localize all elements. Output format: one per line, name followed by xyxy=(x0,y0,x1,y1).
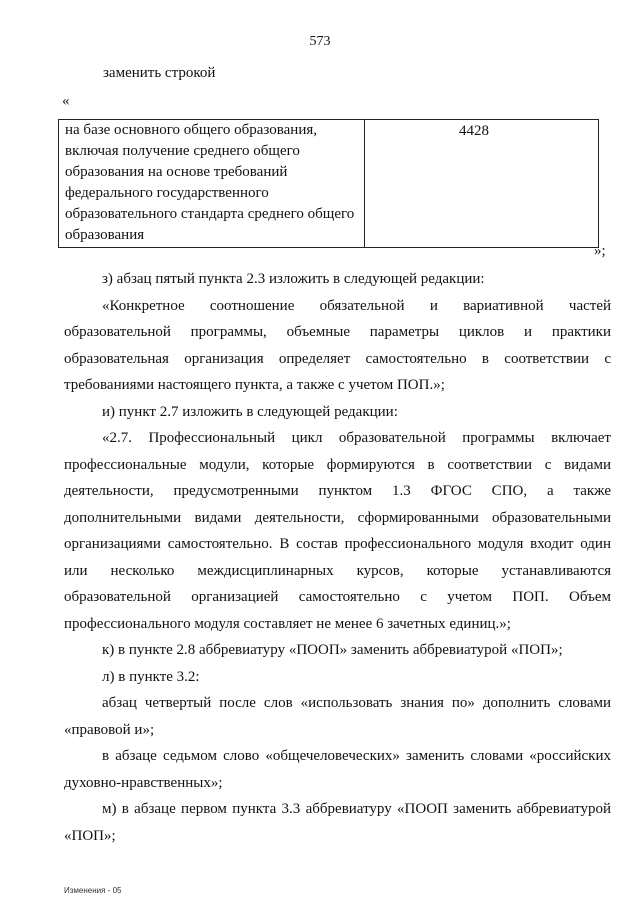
paragraph: «Конкретное соотношение обязательной и вариативной частей образовательной программы, объемные параметры циклов и практики образовательная организация определяет самостоятельно в соответствии с требованиями настоящего пункта, а также с учетом ПОП.»; xyxy=(64,297,611,393)
replacement-table xyxy=(58,119,599,248)
body-text xyxy=(64,266,611,849)
intro-text: заменить строкой xyxy=(103,65,216,81)
paragraph: к) в пункте 2.8 аббревиатуру «ПООП» заменить аббревиатурой «ПОП»; xyxy=(102,642,563,658)
paragraph: абзац четвертый после слов «использовать знания по» дополнить словами «правовой и»; xyxy=(64,695,611,738)
paragraph: в абзаце седьмом слово «общечеловеческих» заменить словами «российских духовно-нравственных»; xyxy=(64,748,611,791)
paragraph: м) в абзаце первом пункта 3.3 аббревиатуру «ПООП заменить аббревиатурой «ПОП»; xyxy=(64,801,611,844)
paragraph: л) в пункте 3.2: xyxy=(102,668,200,685)
table-cell-description: на базе основного общего образования, включая получение среднего общего образования на основе требований федерального государственного образовательного стандарта среднего общего образования xyxy=(59,120,365,248)
table-row xyxy=(59,120,599,248)
footer-note: Изменения - 05 xyxy=(64,886,122,895)
paragraph: з) абзац пятый пункта 2.3 изложить в следующей редакции: xyxy=(102,271,485,287)
table-cell-value: 4428 xyxy=(365,120,599,248)
page-number: 573 xyxy=(309,34,331,49)
close-quote: »; xyxy=(594,243,606,259)
paragraph: «2.7. Профессиональный цикл образовательной программы включает профессиональные модули, которые формируются в соответствии с видами деятельности, предусмотренными пунктом 1.3 ФГОС СПО, а также дополнительными видами деятельности, сформированными образовательными организациями самостоятельно. В состав профессионального модуля входит один или несколько междисциплинарных курсов, которые устанавливаются образовательной организацией самостоятельно с учетом ПОП. Объем профессионального модуля составляет не менее 6 зачетных единиц.»; xyxy=(64,430,611,632)
paragraph: и) пункт 2.7 изложить в следующей редакции: xyxy=(102,403,398,420)
open-quote: « xyxy=(62,93,70,109)
